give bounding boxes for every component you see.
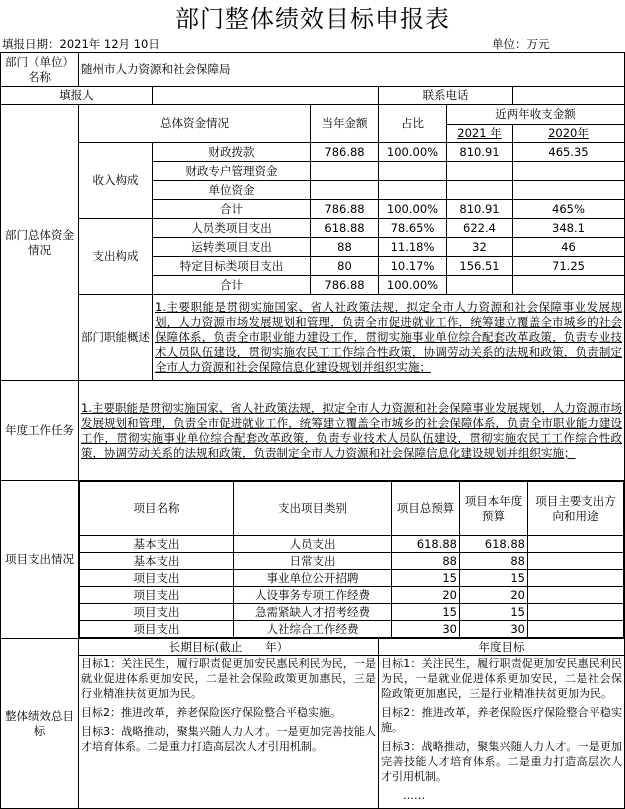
duty-label: 部门职能概述	[79, 295, 153, 381]
projects-header-annual: 项目本年度预算	[460, 482, 528, 536]
project-annual: 15	[460, 570, 528, 587]
funds-header-situation: 总体资金情况	[79, 105, 311, 143]
project-use	[528, 536, 624, 553]
expense-row-name: 人员类项目支出	[153, 219, 311, 238]
expense-label: 支出构成	[79, 219, 153, 295]
goals-long-text	[79, 656, 379, 809]
project-annual: 618.88	[460, 536, 528, 553]
project-name: 基本支出	[80, 553, 234, 570]
annual-tasks-text: 1.主要职能是贯彻实施国家、省人社政策法规，拟定全市人力资源和社会保障事业发展规划，人力资源市场发展规划和管理，负责全市促进就业工作，统筹建立覆盖全市城乡的社会保障体系，负责全市职业能力建设工作，贯彻实施事业单位综合配套改革政策，负责专业技术人员队伍建设，贯彻实施农民工工作综合性政策，协调劳动关系的法规和政策，负责制定全市人力资源和社会保障信息化建设规划并组织实施；	[79, 381, 625, 481]
project-category: 人设事务专项工作经费	[234, 587, 392, 604]
duty-text: 1.主要职能是贯彻实施国家、省人社政策法规，拟定全市人力资源和社会保障事业发展规划，人力资源市场发展规划和管理，负责全市促进就业工作，统筹建立覆盖全市城乡的社会保障体系，负责全市职业能力建设工作，贯彻实施事业单位综合配套改革政策，负责专业技术人员队伍建设，贯彻实施农民工工作综合性政策，协调劳动关系的法规和政策，负责制定全市人力资源和社会保障信息化建设规划并组织实施；	[153, 295, 625, 381]
expense-row-2021: 156.51	[447, 257, 513, 276]
goals-annual-header: 年度目标	[379, 639, 625, 656]
expense-row-ratio: 11.18%	[379, 238, 447, 257]
expense-row-2020: 71.25	[513, 257, 625, 276]
annual-tasks-label: 年度工作任务	[1, 381, 79, 481]
projects-label: 项目支出情况	[1, 481, 79, 639]
project-total: 618.88	[392, 536, 460, 553]
project-category: 急需紧缺人才招考经费	[234, 604, 392, 621]
income-row-2020: 465.35	[513, 143, 625, 162]
income-row-2021	[447, 162, 513, 181]
contact-label: 联系电话	[379, 87, 513, 105]
project-category: 日常支出	[234, 553, 392, 570]
projects-cell	[79, 481, 625, 639]
income-row-ratio: 100.00%	[379, 200, 447, 219]
project-name: 项目支出	[80, 570, 234, 587]
expense-row-name: 特定目标类项目支出	[153, 257, 311, 276]
projects-header-name: 项目名称	[80, 482, 234, 536]
income-row-ratio	[379, 162, 447, 181]
expense-row-amount: 786.88	[311, 276, 379, 295]
expense-row-name: 合计	[153, 276, 311, 295]
table-row	[80, 536, 624, 553]
project-name: 项目支出	[80, 604, 234, 621]
income-row-2020	[513, 181, 625, 200]
expense-row-2020: 46	[513, 238, 625, 257]
expense-row-2020	[513, 276, 625, 295]
projects-table	[79, 481, 624, 638]
project-annual: 20	[460, 587, 528, 604]
form-table	[0, 52, 625, 809]
income-row-name: 合计	[153, 200, 311, 219]
project-use	[528, 604, 624, 621]
income-row-2021: 810.91	[447, 200, 513, 219]
filler-label: 填报人	[1, 87, 153, 105]
long-goal-1: 目标1：关注民生，履行职责促更加安民惠民利民为民，一是就业促进体系更加安民，二是社会保险政策更加惠民，三是行业精准扶贫更加为民。	[81, 657, 376, 700]
expense-row-2021: 622.4	[447, 219, 513, 238]
income-row-amount	[311, 162, 379, 181]
projects-header-total: 项目总预算	[392, 482, 460, 536]
projects-header-use: 项目主要支出方向和用途	[528, 482, 624, 536]
income-row-2020: 465%	[513, 200, 625, 219]
expense-row-2020: 348.1	[513, 219, 625, 238]
expense-row-name: 运转类项目支出	[153, 238, 311, 257]
expense-row-ratio: 78.65%	[379, 219, 447, 238]
project-category: 人员支出	[234, 536, 392, 553]
project-use	[528, 587, 624, 604]
income-row-ratio: 100.00%	[379, 143, 447, 162]
annual-goal-more: ……	[403, 789, 425, 802]
funds-section-label: 部门总体资金情况	[1, 105, 79, 381]
table-row	[80, 587, 624, 604]
expense-row-2021	[447, 276, 513, 295]
project-use	[528, 553, 624, 570]
funds-header-current: 当年金额	[311, 105, 379, 143]
funds-header-2020: 2020年	[513, 125, 625, 143]
income-row-name: 财政专户管理资金	[153, 162, 311, 181]
project-total: 15	[392, 570, 460, 587]
contact-value[interactable]	[513, 87, 625, 105]
income-row-amount	[311, 181, 379, 200]
goals-label: 整体绩效总目标	[1, 639, 79, 809]
project-annual: 30	[460, 621, 528, 638]
project-total: 20	[392, 587, 460, 604]
income-row-name: 财政拨款	[153, 143, 311, 162]
project-annual: 88	[460, 553, 528, 570]
long-goal-2: 目标2：推进改革，养老保险医疗保险整合平稳实施。	[81, 706, 341, 719]
project-name: 项目支出	[80, 621, 234, 638]
funds-header-recent: 近两年收支金额	[447, 105, 625, 125]
expense-row-amount: 88	[311, 238, 379, 257]
page-title: 部门整体绩效目标申报表	[175, 5, 450, 33]
table-row	[80, 621, 624, 638]
funds-header-2021: 2021 年	[447, 125, 513, 143]
dept-name-value: 随州市人力资源和社会保障局	[79, 53, 625, 87]
table-row	[80, 604, 624, 621]
income-label: 收入构成	[79, 143, 153, 219]
income-row-2021	[447, 181, 513, 200]
project-category: 事业单位公开招聘	[234, 570, 392, 587]
project-name: 项目支出	[80, 587, 234, 604]
income-row-2021: 810.91	[447, 143, 513, 162]
goals-annual-text	[379, 656, 625, 809]
expense-row-2021: 32	[447, 238, 513, 257]
table-row	[80, 553, 624, 570]
project-name: 基本支出	[80, 536, 234, 553]
income-row-2020	[513, 162, 625, 181]
projects-header-category: 支出项目类别	[234, 482, 392, 536]
project-category: 人社综合工作经费	[234, 621, 392, 638]
annual-goal-1: 目标1：关注民生，履行职责促更加安民惠民利民为民，一是就业促进体系更加安民，二是社会保险政策更加惠民，三是行业精准扶贫更加为民。	[381, 657, 622, 700]
project-use	[528, 570, 624, 587]
fill-date: 填报日期：2021年 12月 10日	[2, 37, 160, 51]
project-use	[528, 621, 624, 638]
project-total: 30	[392, 621, 460, 638]
expense-row-ratio: 100.00%	[379, 276, 447, 295]
income-row-ratio	[379, 181, 447, 200]
annual-goal-2: 目标2：推进改革，养老保险医疗保险整合平稳实施。	[381, 706, 622, 734]
filler-value[interactable]	[153, 87, 379, 105]
table-row	[80, 570, 624, 587]
unit-label: 单位：万元	[492, 37, 550, 51]
dept-name-label: 部门（单位）名称	[1, 53, 79, 87]
expense-row-ratio: 10.17%	[379, 257, 447, 276]
project-total: 15	[392, 604, 460, 621]
income-row-name: 单位资金	[153, 181, 311, 200]
annual-goal-3: 目标3：战略推动，聚集兴随人力人才。一是更加完善技能人才培育体系。二是重力打造高层次人才引用机制。	[381, 740, 622, 783]
project-annual: 15	[460, 604, 528, 621]
project-total: 88	[392, 553, 460, 570]
income-row-amount: 786.88	[311, 200, 379, 219]
funds-header-ratio: 占比	[379, 105, 447, 143]
expense-row-amount: 80	[311, 257, 379, 276]
expense-row-amount: 618.88	[311, 219, 379, 238]
long-goal-3: 目标3：战略推动，聚集兴随人力人才。一是更加完善技能人才培育体系。二是重力打造高层次人才引用机制。	[81, 725, 376, 753]
goals-long-header: 长期目标(截止 年）	[79, 639, 379, 656]
income-row-amount: 786.88	[311, 143, 379, 162]
